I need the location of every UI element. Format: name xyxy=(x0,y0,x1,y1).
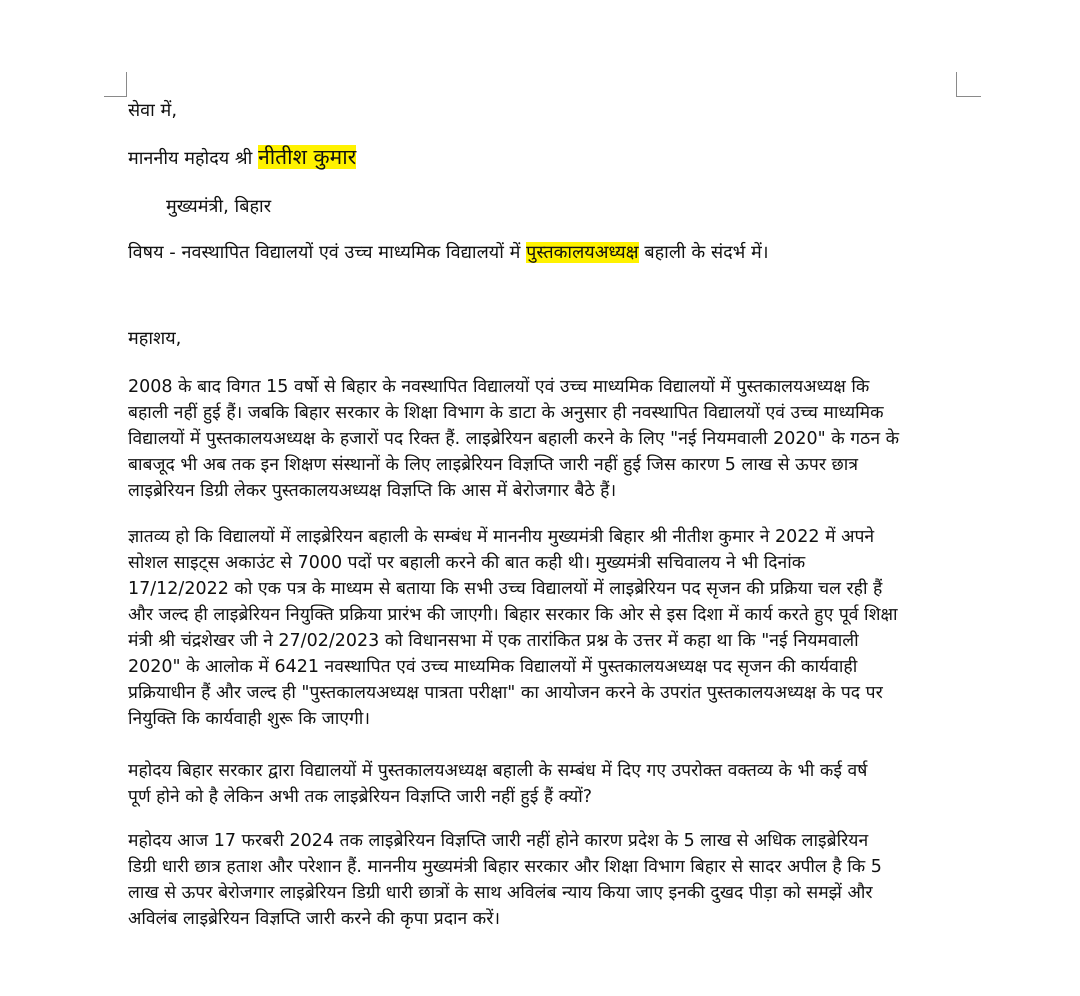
paragraph-line: नियुक्ति कि कार्यवाही शुरू कि जाएगी। xyxy=(128,709,370,729)
paragraph-3 xyxy=(128,758,948,810)
paragraph-line: प्रक्रियाधीन हैं और जल्द ही "पुस्तकालयअध्यक्ष पात्रता परीक्षा" का आयोजन करने के उपरांत पुस्तकालयअध्यक्ष के पद पर xyxy=(128,683,883,703)
subject-highlight: पुस्तकालयअध्यक्ष xyxy=(526,242,639,263)
paragraph-line: मंत्री श्री चंद्रशेखर जी ने 27/02/2023 को विधानसभा में एक तारांकित प्रश्न के उत्तर में कहा था कि "नई नियमवाली xyxy=(128,631,859,651)
paragraph-line: बाबजूद भी अब तक इन शिक्षण संस्थानों के लिए लाइब्रेरियन विज्ञप्ति जारी नहीं हुई जिस कारण 5 लाख से ऊपर छात्र xyxy=(128,455,859,475)
paragraph-line: ज्ञातव्य हो कि विद्यालयों में लाइब्रेरियन बहाली के सम्बंध में माननीय मुख्यमंत्री बिहार श्री नीतीश कुमार ने 2022 में अपने xyxy=(128,527,875,547)
paragraph-line: अविलंब लाइब्रेरियन विज्ञप्ति जारी करने की कृपा प्रदान करें। xyxy=(128,909,501,929)
paragraph-line: लाख से ऊपर बेरोजगार लाइब्रेरियन डिग्री धारी छात्रों के साथ अविलंब न्याय किया जाए इनकी दुखद पीड़ा को समझें और xyxy=(128,883,873,903)
page-corner-mark-top-right xyxy=(956,72,981,97)
paragraph-2 xyxy=(128,524,948,732)
paragraph-line: 2008 के बाद विगत 15 वर्षो से बिहार के नवस्थापित विद्यालयों एवं उच्च माध्यमिक विद्यालयों में पुस्तकालयअध्यक्ष कि xyxy=(128,377,870,397)
paragraph-1 xyxy=(128,374,948,504)
paragraph-line: विद्यालयों में पुस्तकालयअध्यक्ष के हजारों पद रिक्त हैं. लाइब्रेरियन बहाली करने के लिए "नई नियमवाली 2020" के गठन के xyxy=(128,429,900,449)
addressee-prefix: माननीय महोदय श्री xyxy=(128,148,259,169)
paragraph-line: 2020" के आलोक में 6421 नवस्थापित एवं उच्च माध्यमिक विद्यालयों में पुस्तकालयअध्यक्ष पद सृजन की कार्यवाही xyxy=(128,657,858,677)
paragraph-line: डिग्री धारी छात्र हताश और परेशान हैं. माननीय मुख्यमंत्री बिहार सरकार और शिक्षा विभाग बिहार से सादर अपील है कि 5 xyxy=(128,857,882,877)
designation: मुख्यमंत्री, बिहार xyxy=(166,196,272,217)
subject-prefix: विषय - नवस्थापित विद्यालयों एवं उच्च माध्यमिक विद्यालयों में xyxy=(128,242,527,263)
paragraph-line: सोशल साइट्स अकाउंट से 7000 पदों पर बहाली करने की बात कही थी। मुख्यमंत्री सचिवालय ने भी दिनांक xyxy=(128,553,806,573)
subject-suffix: बहाली के संदर्भ में। xyxy=(638,242,769,263)
paragraph-line: 17/12/2022 को एक पत्र के माध्यम से बताया कि सभी उच्च विद्यालयों में लाइब्रेरियन पद सृजन की प्रक्रिया चल रही हैं xyxy=(128,579,883,599)
paragraph-line: महोदय बिहार सरकार द्वारा विद्यालयों में पुस्तकालयअध्यक्ष बहाली के सम्बंध में दिए गए उपरोक्त वक्तव्य के भी कई वर्ष xyxy=(128,761,868,781)
paragraph-line: लाइब्रेरियन डिग्री लेकर पुस्तकालयअध्यक्ष विज्ञप्ति कि आस में बेरोजगार बैठे हैं। xyxy=(128,481,617,501)
addressee-line xyxy=(128,144,356,172)
paragraph-line: महोदय आज 17 फरबरी 2024 तक लाइब्रेरियन विज्ञप्ति जारी नहीं होने कारण प्रदेश के 5 लाख से अधिक लाइब्रेरियन xyxy=(128,831,869,851)
salutation-to: सेवा में, xyxy=(128,100,178,121)
paragraph-line: और जल्द ही लाइब्रेरियन नियुक्ति प्रक्रिया प्रारंभ की जाएगी। बिहार सरकार कि ओर से इस दिशा में कार्य करते हुए पूर्व शिक्षा xyxy=(128,605,898,625)
paragraph-line: बहाली नहीं हुई हैं। जबकि बिहार सरकार के शिक्षा विभाग के डाटा के अनुसार ही नवस्थापित विद्यालयों एवं उच्च माध्यमिक xyxy=(128,403,884,423)
paragraph-line: पूर्ण होने को है लेकिन अभी तक लाइब्रेरियन विज्ञप्ति जारी नहीं हुई हैं क्यों? xyxy=(128,787,593,807)
greeting: महाशय, xyxy=(128,328,182,349)
addressee-name-highlight: नीतीश कुमार xyxy=(258,145,357,169)
paragraph-4 xyxy=(128,828,948,932)
subject-line xyxy=(128,240,769,266)
page-corner-mark-top-left xyxy=(104,72,127,97)
